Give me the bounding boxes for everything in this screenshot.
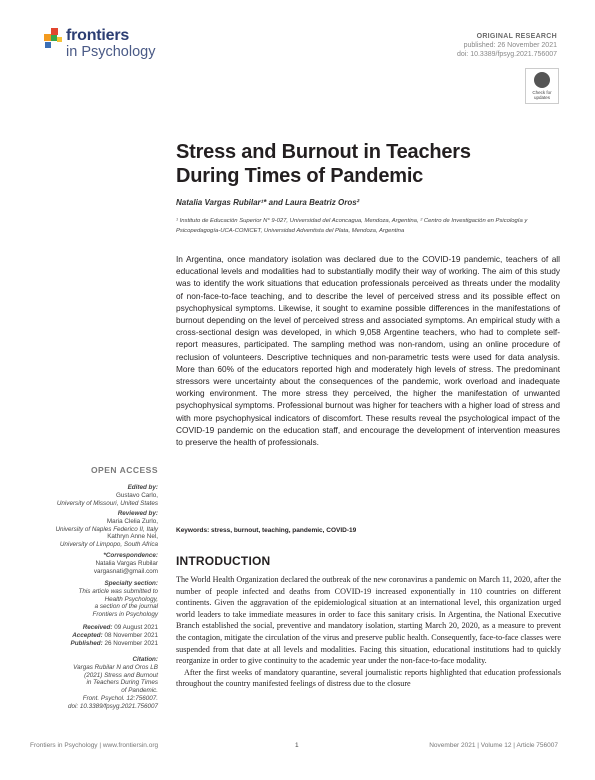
article-type: ORIGINAL RESEARCH bbox=[476, 33, 557, 40]
page-number: 1 bbox=[295, 742, 299, 749]
doi-link[interactable]: doi: 10.3389/fpsyg.2021.756007 bbox=[456, 51, 557, 58]
introduction-heading: INTRODUCTION bbox=[176, 554, 271, 568]
specialty-section-block: Specialty section: This article was submitted to Health Psychology, a section of the journal Frontiers in Psychology bbox=[78, 580, 158, 619]
footer-issue: November 2021 | Volume 12 | Article 756007 bbox=[429, 742, 558, 749]
authors: Natalia Vargas Rubilar¹* and Laura Beatriz Oros² bbox=[176, 198, 360, 207]
citation-block: Citation: Vargas Rubilar N and Oros LB (2021) Stress and Burnout in Teachers During Times of Pandemic. Front. Psychol. 12:756007. doi: 10.3389/fpsyg.2021.756007 bbox=[68, 656, 158, 710]
journal-name-line1: frontiers bbox=[66, 27, 130, 44]
published-date: published: 26 November 2021 bbox=[463, 42, 557, 49]
paragraph: After the first weeks of mandatory quarantine, several journalistic reports highlighted that education professionals throughout the country manifested feelings of distress due to the closure bbox=[176, 667, 561, 689]
frontiers-logo-icon bbox=[44, 28, 64, 50]
edited-by-block: Edited by: Gustavo Carlo, University of Missouri, United States bbox=[56, 484, 158, 507]
introduction-body bbox=[176, 574, 561, 690]
footer-journal[interactable]: Frontiers in Psychology | www.frontiersin.org bbox=[30, 742, 159, 749]
paragraph: The World Health Organization declared the outbreak of the new coronavirus a pandemic on March 11, 2020, after the number of people infected and deaths from COVID-19 increased exponentially in 110 countries on different continents. Given the aggravation of the epidemiological situation at an international level, this organization urged world leaders to take immediate measures in order to face this sanitary crisis. In Argentina, the National Executive Branch established the social, preventive and mandatory isolation, starting March 20, 2020, as a measure to prevent the contagion, mitigate the circulation of the virus and preserve public health. Consequently, face-to-face classes were suspended from that date at all levels and modalities. Facing this situation, educational institutions had to quickly reorganize in order to give continuity to the academic year under the non-face-to-face modality. bbox=[176, 575, 561, 666]
affiliations: ¹ Instituto de Educación Superior N° 9-027, Universidad del Aconcagua, Mendoza, Argentina, ² Centro de Investigación en Psicología y Psicopedagogía-UCA-CONICET, Universidad Adventista del Plata, Mendoza, Argentina bbox=[176, 218, 528, 234]
dates-block: Received: 09 August 2021 Accepted: 08 November 2021 Published: 26 November 2021 bbox=[70, 624, 158, 647]
article-title: Stress and Burnout in Teachers During Times of Pandemic bbox=[176, 141, 471, 187]
correspondence-block: *Correspondence: Natalia Vargas Rubilar vargasnati@gmail.com bbox=[93, 552, 158, 575]
keywords-label: Keywords: bbox=[176, 527, 210, 534]
keywords bbox=[176, 527, 356, 534]
check-for-updates-badge[interactable] bbox=[525, 68, 559, 104]
badge-label: Check for updates bbox=[532, 90, 552, 100]
reviewed-by-block: Reviewed by: Maria Clelia Zurlo, University of Naples Federico II, Italy Kathryn Anne Nel, University of Limpopo, South Africa bbox=[55, 510, 158, 549]
refresh-icon bbox=[534, 72, 550, 88]
journal-name-line2: in Psychology bbox=[66, 44, 156, 60]
correspondence-email[interactable]: vargasnati@gmail.com bbox=[93, 567, 158, 575]
open-access-label: OPEN ACCESS bbox=[90, 465, 158, 475]
abstract: In Argentina, once mandatory isolation was declared due to the COVID-19 pandemic, teachers of all educational levels and modalities had to substantially modify their way of working. The aim of this study was to identify the work situations that education professionals perceived as threats under the modality of non-face-to-face teaching, and to describe the level of perceived stress and its possible effect on psychophysical symptoms. Likewise, it sought to examine possible differences in the manifestations of burnout depending on the level of perceived stress and associated symptoms. An empirical study with a cross-sectional design was developed, in which 9,058 Argentine teachers, who had to complete self-report measures, participated. The sampling method was non-random, using an online procedure of reclusion of volunteers. Descriptive techniques and non-parametric tests were used for data analysis. More than 60% of the educators reported high and moderately high levels of stress. The predominant stressors were uncertainty about the consequences of the pandemic, work overload and inadequate working environment. The more stress they perceived, the higher the manifestation of unwanted psychophysical symptoms. Professional burnout was higher for teachers with a higher load of stress and with more psychophysical indicators of discomfort. These results reveal the psychological impact of the COVID-19 pandemic on the education staff, and encourage the development of intervention measures to preserve the health of professionals. bbox=[176, 254, 560, 448]
keywords-list: stress, burnout, teaching, pandemic, COVID-19 bbox=[211, 527, 357, 534]
